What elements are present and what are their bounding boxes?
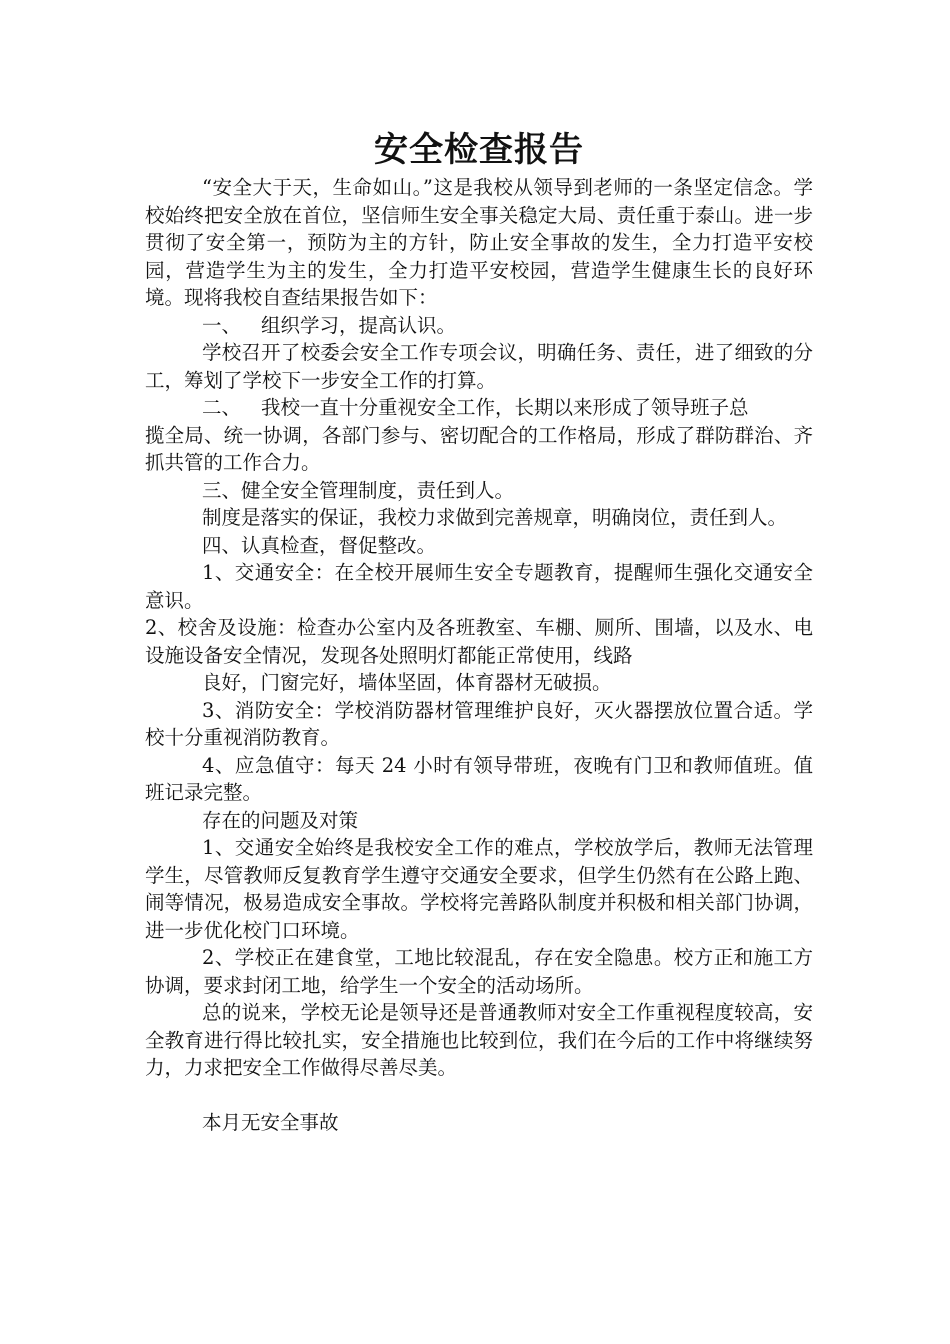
item-1-traffic: 1、交通安全：在全校开展师生安全专题教育，提醒师生强化交通安全意识。 xyxy=(145,561,813,612)
section-1-heading xyxy=(145,312,813,340)
problem-2: 2、学校正在建食堂，工地比较混乱，存在安全隐患。校方正和施工方协调，要求封闭工地，给学生一个安全的活动场所。 xyxy=(145,946,813,997)
section-2-body: 揽全局、统一协调，各部门参与、密切配合的工作格局，形成了群防群治、齐抓共管的工作合力。 xyxy=(145,423,813,474)
section-1-body: 学校召开了校委会安全工作专项会议，明确任务、责任，进了细致的分工，筹划了学校下一步安全工作的打算。 xyxy=(145,341,813,392)
document-title: 安全检查报告 xyxy=(374,130,584,170)
section-3-body: 制度是落实的保证，我校力求做到完善规章，明确岗位，责任到人。 xyxy=(202,506,788,529)
problem-1: 1、交通安全始终是我校安全工作的难点，学校放学后，教师无法管理学生，尽管教师反复教育学生遵守交通安全要求，但学生仍然有在公路上跑、闹等情况，极易造成安全事故。学校将完善路队制度并积极和相关部门协调，进一步优化校门口环境。 xyxy=(145,836,813,942)
section-3-title: 三、健全安全管理制度，责任到人。 xyxy=(202,478,515,502)
blank-line xyxy=(145,1082,813,1110)
section-2-number: 二、 xyxy=(202,396,242,419)
item-2-continuation: 良好，门窗完好，墙体坚固，体育器材无破损。 xyxy=(202,671,612,694)
section-2-title: 我校一直十分重视安全工作，长期以来形成了领导班子总 xyxy=(261,396,749,419)
item-3-fire: 3、消防安全：学校消防器材管理维护良好，灭火器摆放位置合适。学校十分重视消防教育。 xyxy=(145,698,813,749)
section-1-title: 组织学习，提高认识。 xyxy=(261,313,457,337)
section-4-title: 四、认真检查，督促整改。 xyxy=(202,533,437,557)
closing-line: 本月无安全事故 xyxy=(202,1111,339,1134)
problems-title: 存在的问题及对策 xyxy=(202,808,359,832)
section-2-heading xyxy=(145,394,813,422)
item-2-buildings: 2、校舍及设施：检查办公室内及各班教室、车棚、厕所、围墙，以及水、电设施设备安全情况，发现各处照明灯都能正常使用，线路 xyxy=(145,616,813,667)
document-page xyxy=(145,128,813,1137)
summary-paragraph: 总的说来，学校无论是领导还是普通教师对安全工作重视程度较高，安全教育进行得比较扎实，安全措施也比较到位，我们在今后的工作中将继续努力，力求把安全工作做得尽善尽美。 xyxy=(145,1001,813,1079)
item-4-duty: 4、应急值守：每天 24 小时有领导带班，夜晚有门卫和教师值班。值班记录完整。 xyxy=(145,753,813,804)
section-1-number: 一、 xyxy=(202,313,242,337)
intro-paragraph: “安全大于天，生命如山。”这是我校从领导到老师的一条坚定信念。学校始终把安全放在首位，坚信师生安全事关稳定大局、责任重于泰山。进一步贯彻了安全第一，预防为主的方针，防止安全事故的发生，全力打造平安校园，营造学生为主的发生，全力打造平安校园，营造学生健康生长的良好环境。现将我校自查结果报告如下： xyxy=(145,176,813,309)
